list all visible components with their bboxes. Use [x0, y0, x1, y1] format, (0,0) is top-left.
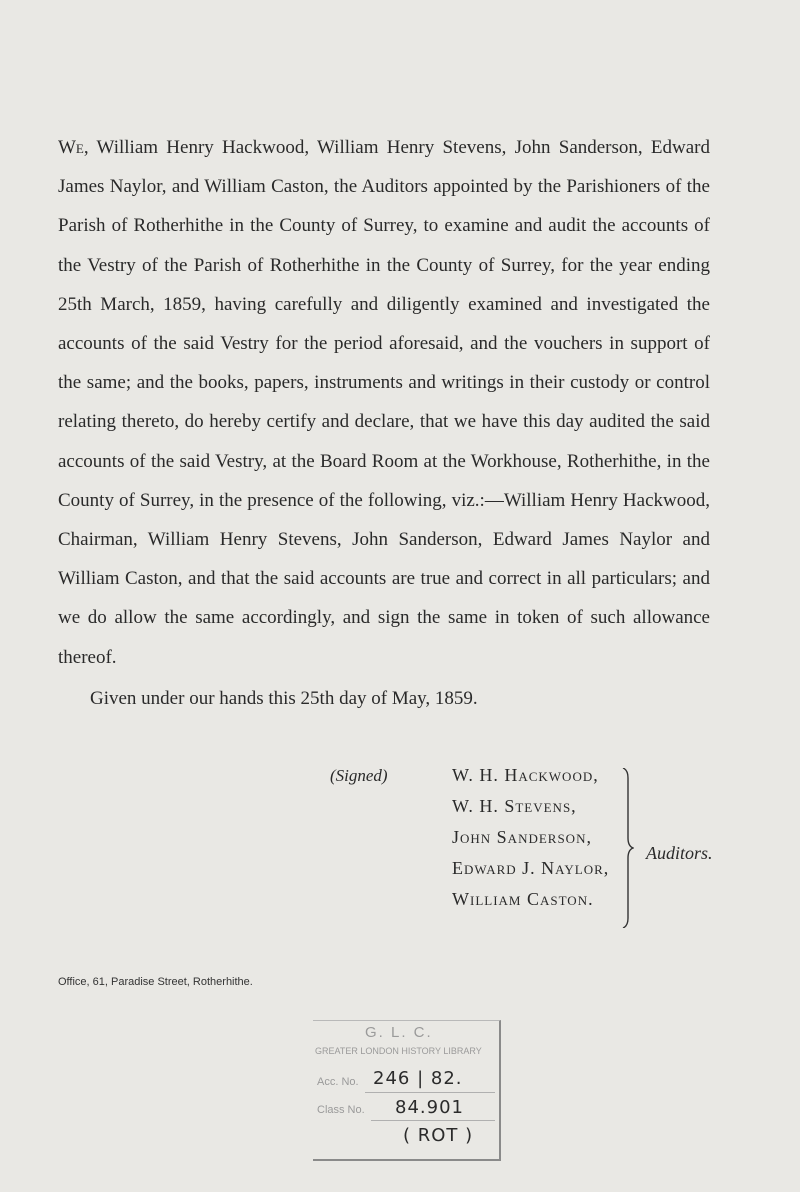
stamp-title: G. L. C. — [365, 1024, 433, 1041]
stamp-library: GREATER LONDON HISTORY LIBRARY — [315, 1046, 482, 1056]
given-line: Given under our hands this 25th day of May, 1859. — [90, 687, 478, 709]
signatory-name: John Sanderson, — [452, 827, 592, 847]
stamp-class-line — [371, 1120, 495, 1121]
signed-label: (Signed) — [330, 766, 388, 785]
stamp-class-value: 84.901 — [395, 1097, 464, 1118]
stamp-acc-line — [365, 1092, 495, 1093]
stamp-extra-value: ( ROT ) — [403, 1125, 474, 1146]
library-stamp — [313, 1020, 501, 1160]
auditors-role: Auditors. — [646, 843, 713, 863]
signatory-name: W. H. Stevens, — [452, 796, 577, 816]
signatory-list — [452, 760, 609, 915]
stamp-acc-value: 246 | 82. — [373, 1068, 463, 1089]
signatory-name: Edward J. Naylor, — [452, 858, 610, 878]
brace-icon — [622, 768, 634, 928]
signatory-name: William Caston. — [452, 889, 594, 909]
audit-certificate-text — [58, 128, 710, 718]
office-address: Office, 61, Paradise Street, Rotherhithe. — [58, 976, 253, 988]
opening-word: We — [58, 137, 84, 158]
main-paragraph-text: , William Henry Hackwood, William Henry Stevens, John Sanderson, Edward James Naylor, and William Caston, the Auditors appointed by the Parishioners of the Parish of Rotherhithe in the County of Surrey, to examine and audit the accounts of the Vestry of the Parish of Rotherhithe in the County of Surrey, for the year ending 25th March, 1859, having carefully and diligently examined and investigated the accounts of the said Vestry for the period aforesaid, and the vouchers in support of the same; and the books, papers, instruments and writings in their custody or control relating thereto, do hereby certify and declare, that we have this day audited the said accounts of the said Vestry, at the Board Room at the Workhouse, Rotherhithe, in the County of Surrey, in the presence of the following, viz.:—William Henry Hackwood, Chairman, William Henry Stevens, John Sanderson, Edward James Naylor and William Caston, and that the said accounts are true and correct in all particulars; and we do allow the same accordingly, and sign the same in token of such allowance thereof. — [58, 137, 710, 668]
signatory-name: W. H. Hackwood, — [452, 765, 599, 785]
stamp-acc-label: Acc. No. — [317, 1076, 359, 1088]
main-paragraph — [58, 128, 710, 677]
stamp-class-label: Class No. — [317, 1104, 365, 1116]
